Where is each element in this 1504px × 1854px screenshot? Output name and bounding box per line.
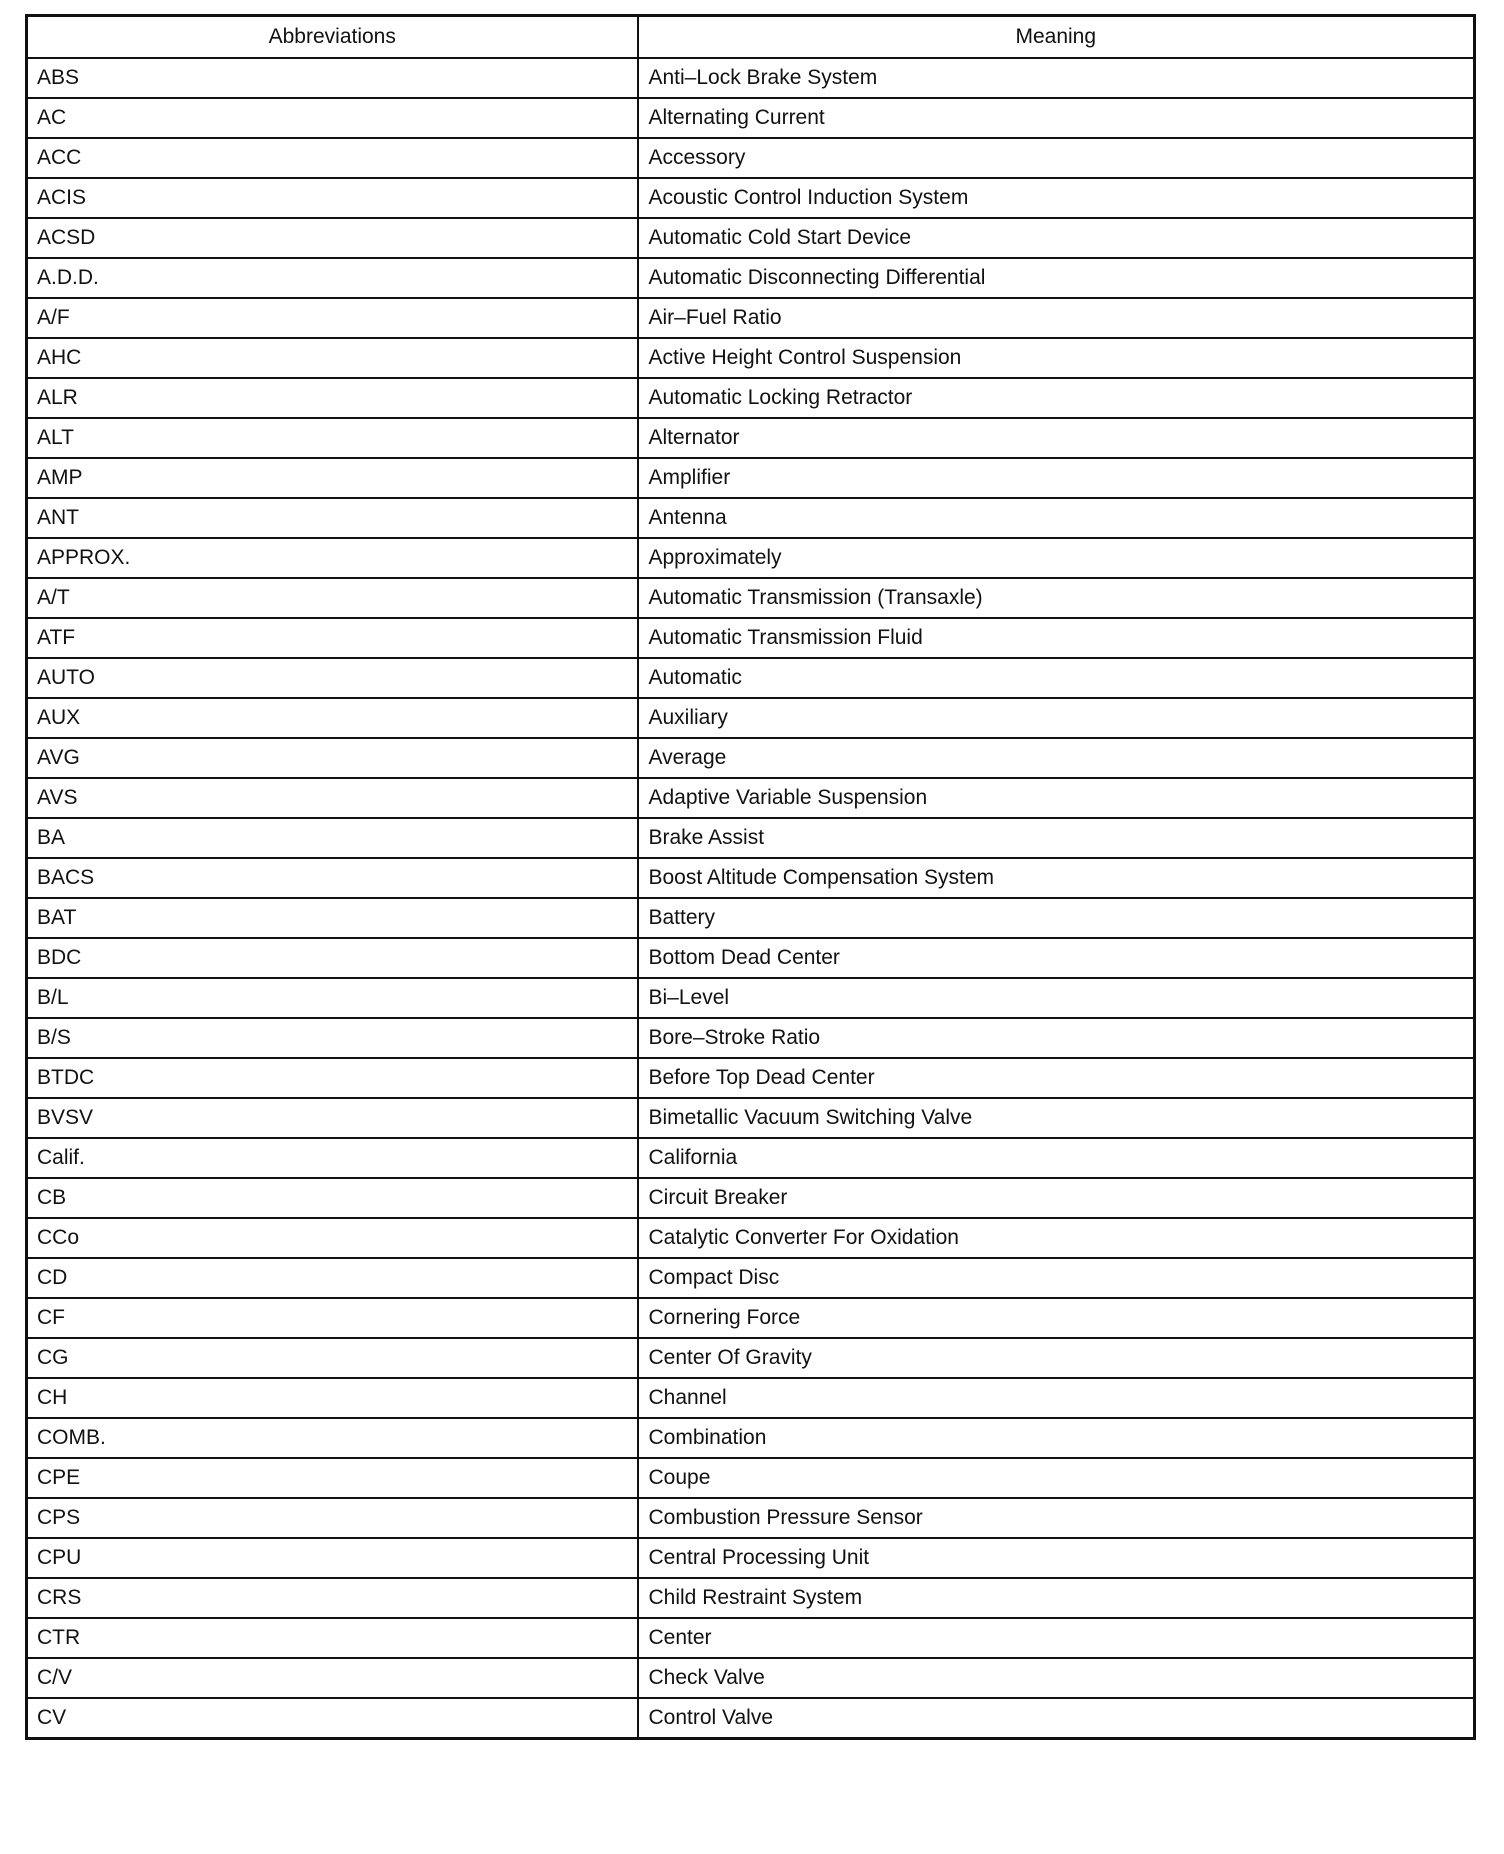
meaning-cell: Check Valve [638, 1658, 1475, 1698]
table-row [27, 1218, 1475, 1258]
table-row [27, 258, 1475, 298]
meaning-cell: Coupe [638, 1458, 1475, 1498]
table-row [27, 938, 1475, 978]
meaning-cell: Average [638, 738, 1475, 778]
meaning-cell: Air–Fuel Ratio [638, 298, 1475, 338]
table-row [27, 738, 1475, 778]
table-row [27, 858, 1475, 898]
meaning-cell: Child Restraint System [638, 1578, 1475, 1618]
meaning-cell: Channel [638, 1378, 1475, 1418]
table-row [27, 498, 1475, 538]
abbreviation-cell: CB [27, 1178, 638, 1218]
abbreviation-cell: A/T [27, 578, 638, 618]
abbreviation-cell: C/V [27, 1658, 638, 1698]
table-row [27, 1378, 1475, 1418]
abbreviation-cell: ACSD [27, 218, 638, 258]
abbreviation-cell: AUTO [27, 658, 638, 698]
table-row [27, 1538, 1475, 1578]
meaning-cell: Automatic Transmission (Transaxle) [638, 578, 1475, 618]
abbreviation-cell: BDC [27, 938, 638, 978]
meaning-cell: California [638, 1138, 1475, 1178]
meaning-cell: Battery [638, 898, 1475, 938]
meaning-cell: Bore–Stroke Ratio [638, 1018, 1475, 1058]
table-row [27, 1138, 1475, 1178]
table-row [27, 818, 1475, 858]
meaning-cell: Combination [638, 1418, 1475, 1458]
abbreviation-cell: B/S [27, 1018, 638, 1058]
abbreviation-cell: CV [27, 1698, 638, 1739]
meaning-cell: Catalytic Converter For Oxidation [638, 1218, 1475, 1258]
abbreviation-cell: BA [27, 818, 638, 858]
header-meaning: Meaning [638, 16, 1475, 59]
table-row [27, 978, 1475, 1018]
abbreviation-cell: ALR [27, 378, 638, 418]
header-abbreviations: Abbreviations [27, 16, 638, 59]
table-row [27, 1018, 1475, 1058]
table-row [27, 298, 1475, 338]
abbreviation-cell: ABS [27, 58, 638, 98]
abbreviation-cell: B/L [27, 978, 638, 1018]
table-row [27, 1058, 1475, 1098]
abbreviation-cell: APPROX. [27, 538, 638, 578]
meaning-cell: Boost Altitude Compensation System [638, 858, 1475, 898]
abbreviation-cell: CPU [27, 1538, 638, 1578]
abbreviation-cell: ACC [27, 138, 638, 178]
abbreviation-cell: ATF [27, 618, 638, 658]
meaning-cell: Automatic Cold Start Device [638, 218, 1475, 258]
table-row [27, 1298, 1475, 1338]
abbreviation-cell: ALT [27, 418, 638, 458]
meaning-cell: Antenna [638, 498, 1475, 538]
meaning-cell: Auxiliary [638, 698, 1475, 738]
abbreviation-cell: AUX [27, 698, 638, 738]
table-header-row [27, 16, 1475, 59]
meaning-cell: Automatic Locking Retractor [638, 378, 1475, 418]
abbreviation-cell: AMP [27, 458, 638, 498]
meaning-cell: Cornering Force [638, 1298, 1475, 1338]
meaning-cell: Before Top Dead Center [638, 1058, 1475, 1098]
abbreviation-cell: BAT [27, 898, 638, 938]
table-row [27, 1458, 1475, 1498]
meaning-cell: Bimetallic Vacuum Switching Valve [638, 1098, 1475, 1138]
meaning-cell: Center [638, 1618, 1475, 1658]
meaning-cell: Brake Assist [638, 818, 1475, 858]
abbreviation-cell: A.D.D. [27, 258, 638, 298]
table-row [27, 1658, 1475, 1698]
meaning-cell: Combustion Pressure Sensor [638, 1498, 1475, 1538]
table-row [27, 1258, 1475, 1298]
meaning-cell: Bi–Level [638, 978, 1475, 1018]
meaning-cell: Automatic Disconnecting Differential [638, 258, 1475, 298]
abbreviation-cell: CTR [27, 1618, 638, 1658]
abbreviation-cell: CRS [27, 1578, 638, 1618]
table-row [27, 1578, 1475, 1618]
meaning-cell: Approximately [638, 538, 1475, 578]
table-row [27, 338, 1475, 378]
table-row [27, 1418, 1475, 1458]
table-row [27, 58, 1475, 98]
table-row [27, 378, 1475, 418]
table-row [27, 658, 1475, 698]
table-row [27, 1098, 1475, 1138]
table-row [27, 458, 1475, 498]
meaning-cell: Alternating Current [638, 98, 1475, 138]
meaning-cell: Automatic [638, 658, 1475, 698]
meaning-cell: Amplifier [638, 458, 1475, 498]
table-row [27, 98, 1475, 138]
meaning-cell: Central Processing Unit [638, 1538, 1475, 1578]
meaning-cell: Anti–Lock Brake System [638, 58, 1475, 98]
table-row [27, 138, 1475, 178]
abbreviation-cell: AVG [27, 738, 638, 778]
table-row [27, 618, 1475, 658]
meaning-cell: Active Height Control Suspension [638, 338, 1475, 378]
meaning-cell: Control Valve [638, 1698, 1475, 1739]
meaning-cell: Circuit Breaker [638, 1178, 1475, 1218]
abbreviations-table [25, 14, 1476, 1740]
meaning-cell: Alternator [638, 418, 1475, 458]
table-row [27, 578, 1475, 618]
abbreviation-cell: AC [27, 98, 638, 138]
table-row [27, 698, 1475, 738]
abbreviation-cell: CCo [27, 1218, 638, 1258]
abbreviation-cell: CH [27, 1378, 638, 1418]
abbreviation-cell: COMB. [27, 1418, 638, 1458]
meaning-cell: Accessory [638, 138, 1475, 178]
abbreviation-cell: A/F [27, 298, 638, 338]
table-row [27, 538, 1475, 578]
abbreviation-cell: CPS [27, 1498, 638, 1538]
table-row [27, 1178, 1475, 1218]
abbreviation-cell: CD [27, 1258, 638, 1298]
table-row [27, 218, 1475, 258]
table-row [27, 1498, 1475, 1538]
meaning-cell: Bottom Dead Center [638, 938, 1475, 978]
abbreviation-cell: BVSV [27, 1098, 638, 1138]
abbreviation-cell: AHC [27, 338, 638, 378]
abbreviation-cell: AVS [27, 778, 638, 818]
table-row [27, 1618, 1475, 1658]
table-row [27, 898, 1475, 938]
table-row [27, 778, 1475, 818]
meaning-cell: Automatic Transmission Fluid [638, 618, 1475, 658]
meaning-cell: Adaptive Variable Suspension [638, 778, 1475, 818]
meaning-cell: Compact Disc [638, 1258, 1475, 1298]
abbreviation-cell: BACS [27, 858, 638, 898]
abbreviation-cell: CG [27, 1338, 638, 1378]
abbreviation-cell: Calif. [27, 1138, 638, 1178]
table-row [27, 1698, 1475, 1739]
abbreviation-cell: ANT [27, 498, 638, 538]
table-row [27, 178, 1475, 218]
table-body [27, 58, 1475, 1739]
table-row [27, 418, 1475, 458]
table-row [27, 1338, 1475, 1378]
meaning-cell: Acoustic Control Induction System [638, 178, 1475, 218]
abbreviation-cell: CPE [27, 1458, 638, 1498]
meaning-cell: Center Of Gravity [638, 1338, 1475, 1378]
abbreviation-cell: ACIS [27, 178, 638, 218]
abbreviation-cell: BTDC [27, 1058, 638, 1098]
abbreviation-cell: CF [27, 1298, 638, 1338]
